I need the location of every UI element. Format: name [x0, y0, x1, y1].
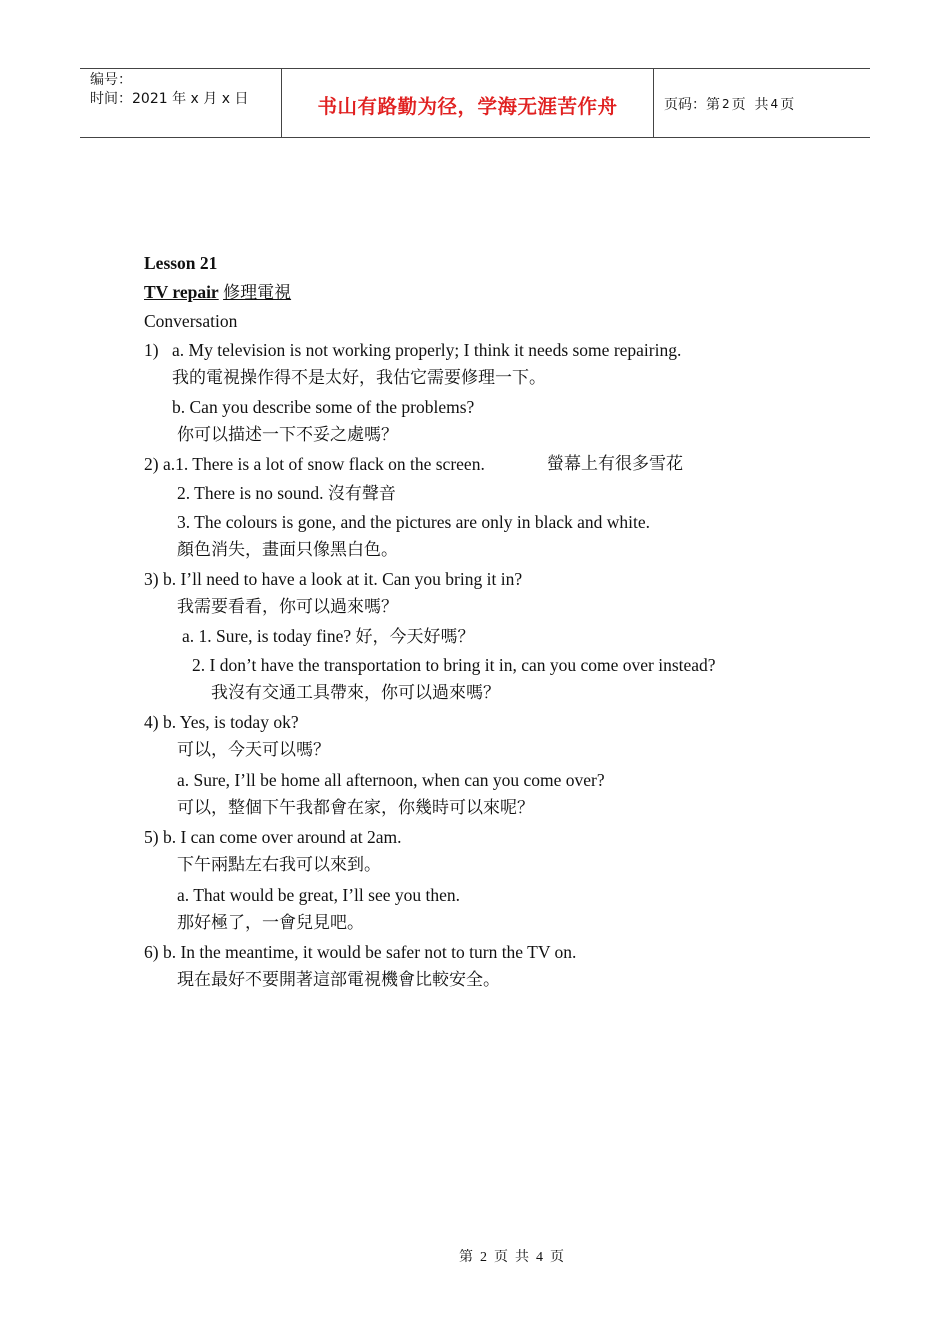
line-2-zh: 你可以描述一下不妥之處嗎？	[177, 425, 398, 445]
line-1-number: 1)	[144, 340, 159, 360]
section-label: Conversation	[144, 311, 238, 331]
header-page-number	[654, 69, 870, 137]
line-5-en: 3. The colours is gone, and the pictures are only in black and white.	[177, 512, 651, 532]
line-13-en: 6) b. In the meantime, it would be safer not to turn the TV on.	[144, 942, 577, 962]
line-12-en: a. That would be great, I’ll see you then.	[177, 885, 460, 905]
subtitle-zh: 修理電視	[223, 283, 292, 303]
line-5-zh: 顏色消失，畫面只像黑白色。	[177, 540, 398, 560]
line-9-zh: 可以，今天可以嗎？	[177, 740, 330, 760]
line-10-en: a. Sure, I’ll be home all afternoon, when can you come over?	[177, 770, 605, 790]
line-7-zh: 好，今天好嗎？	[355, 627, 475, 647]
line-3-en: 2) a.1. There is a lot of snow flack on the screen.	[144, 454, 485, 474]
line-12-zh: 那好極了，一會兒見吧。	[177, 913, 364, 933]
line-11-zh: 下午兩點左右我可以來到。	[177, 855, 381, 875]
line-9-en: 4) b. Yes, is today ok?	[144, 712, 299, 732]
page-prefix: 页码：第	[664, 97, 720, 113]
line-3-zh: 螢幕上有很多雪花	[547, 454, 683, 474]
line-8-en: 2. I don’t have the transportation to bring it in, can you come over instead?	[192, 655, 716, 675]
line-8-zh: 我沒有交通工具帶來，你可以過來嗎？	[211, 683, 500, 703]
subtitle-en: TV repair	[144, 282, 219, 302]
page-suffix: 页	[780, 97, 795, 113]
header-meta	[80, 69, 281, 137]
footer-ye-2: 页	[550, 1250, 565, 1265]
line-6-zh: 我需要看看，你可以過來嗎？	[177, 597, 398, 617]
line-11-en: 5) b. I can come over around at 2am.	[144, 827, 402, 847]
page-total: 4	[770, 97, 779, 111]
line-2-en: b. Can you describe some of the problems?	[172, 397, 475, 417]
footer-gong: 共	[515, 1250, 530, 1265]
footer-ye: 页	[494, 1250, 509, 1265]
time-label: 时间：2021 年 x 月 x 日	[90, 91, 249, 107]
line-10-zh: 可以，整個下午我都會在家，你幾時可以來呢？	[177, 798, 534, 818]
line-13-zh: 現在最好不要開著這部電視機會比較安全。	[177, 970, 500, 990]
line-7	[182, 624, 475, 649]
footer-di: 第	[459, 1250, 474, 1265]
page-footer	[0, 1246, 950, 1266]
line-1-en: a. My television is not working properly; I think it needs some repairing.	[172, 340, 682, 360]
line-4-zh: 沒有聲音	[327, 484, 396, 504]
lesson-title: Lesson 21	[144, 253, 218, 273]
line-6-en: 3) b. I’ll need to have a look at it. Can you bring it in?	[144, 569, 523, 589]
footer-current: 2	[480, 1250, 488, 1265]
header-motto: 书山有路勤为径，学海无涯苦作舟	[281, 69, 654, 137]
line-7-en: a. 1. Sure, is today fine?	[182, 626, 352, 646]
page-current: 2	[722, 97, 730, 111]
footer-total: 4	[536, 1250, 544, 1265]
page-mid: 页 共	[731, 97, 769, 113]
line-4-en: 2. There is no sound.	[177, 483, 324, 503]
serial-label: 编号：	[90, 72, 132, 88]
lesson-subtitle	[144, 280, 291, 305]
line-1-zh: 我的電視操作得不是太好，我估它需要修理一下。	[172, 368, 546, 388]
page-header	[80, 68, 870, 138]
line-4	[177, 481, 396, 506]
